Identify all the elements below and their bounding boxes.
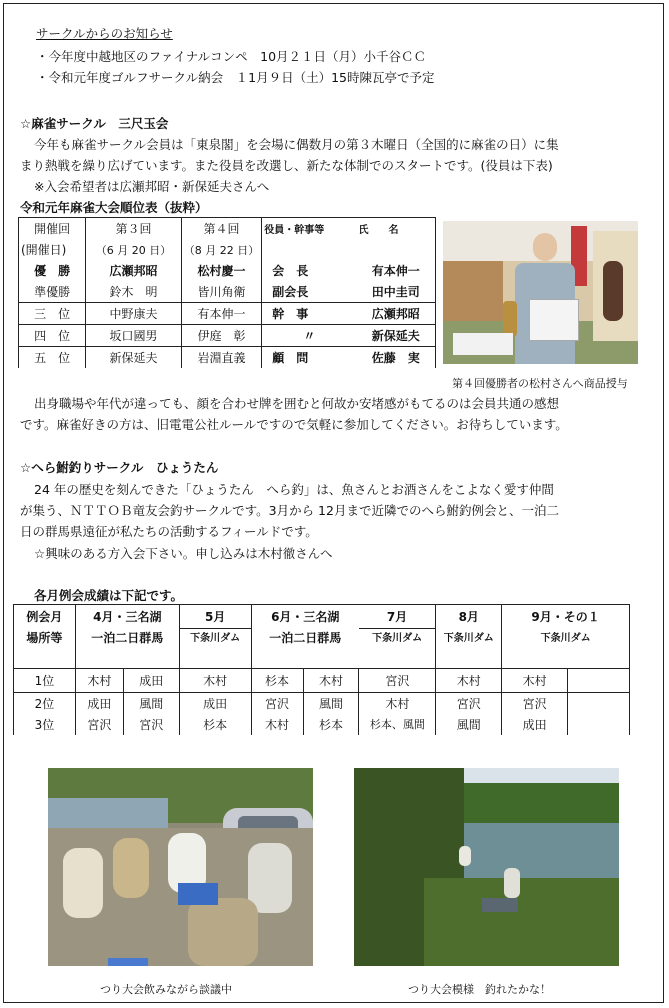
notice-item: ・今年度中越地区のファイナルコンペ 10月２１日（月）小千谷ＣＣ	[36, 49, 427, 64]
table-cell: 佐藤 実	[357, 347, 436, 369]
table-cell: 岩淵直義	[181, 347, 262, 369]
table-row	[14, 693, 630, 714]
table-cell: 幹 事	[262, 303, 357, 325]
table-cell: 伊庭 彰	[181, 325, 262, 347]
table-cell: 氏 名	[357, 218, 436, 240]
table-cell: 一泊二日群馬	[251, 629, 359, 669]
mahjong-ranking-table	[18, 217, 436, 368]
table-cell: 6月・三名湖	[251, 605, 359, 629]
table-cell: 四 位	[19, 325, 86, 347]
fishing-body: ☆興味のある方入会下さい。申し込みは木村徹さんへ	[34, 546, 333, 561]
table-cell: 第３回	[86, 218, 181, 240]
table-cell: 杉本、風間	[359, 714, 436, 735]
table-cell: 副会長	[262, 281, 357, 303]
table-cell: 中野康夫	[86, 303, 181, 325]
table-cell: 木村	[303, 669, 359, 693]
table-cell: 松村慶一	[181, 260, 262, 281]
table-cell: 3位	[14, 714, 76, 735]
table-row	[19, 347, 436, 369]
table-cell: 宮沢	[436, 693, 502, 714]
table-cell: 宮沢	[502, 693, 568, 714]
table-cell: 下条川ダム	[436, 629, 502, 669]
table-cell: 下条川ダム	[502, 629, 630, 669]
fishing-heading: ☆へら鮒釣りサークル ひょうたん	[20, 460, 219, 475]
award-photo	[443, 221, 638, 364]
table-cell: 7月	[359, 605, 436, 629]
table-cell: 三 位	[19, 303, 86, 325]
table-cell: 成田	[179, 693, 251, 714]
table-cell: 杉本	[251, 669, 303, 693]
table-cell: 〃	[262, 325, 357, 347]
mahjong-body: 今年も麻雀サークル会員は「東泉閣」を会場に偶数月の第３木曜日（全国的に麻雀の日）に集	[34, 137, 559, 152]
mahjong-body: ※入会希望者は広瀬邦昭・新保延夫さんへ	[34, 179, 270, 194]
table-cell: 2位	[14, 693, 76, 714]
table-cell: 鈴木 明	[86, 281, 181, 303]
table-cell: 9月・その１	[502, 605, 630, 629]
table-row	[14, 669, 630, 693]
mahjong-closing: 出身職場や年代が違っても、顔を合わせ牌を囲むと何故か安堵感がもてるのは会員共通の感想	[34, 396, 560, 411]
table-cell: (開催日)	[19, 239, 86, 260]
table-cell: 宮沢	[359, 669, 436, 693]
mahjong-heading: ☆麻雀サークル 三尺玉会	[20, 116, 169, 131]
fishing-body: 24 年の歴史を刻んできた「ひょうたん へら釣」は、魚さんとお酒さんをこよなく愛す仲間	[34, 482, 554, 497]
table-cell: 新保延夫	[357, 325, 436, 347]
table-cell: 広瀬邦昭	[357, 303, 436, 325]
mahjong-body: まり熱戦を繰り広げています。また役員を改選し、新たな体制でのスタートです。(役員は下表)	[20, 158, 553, 173]
table-cell: 有本伸一	[181, 303, 262, 325]
table-cell: 杉本	[303, 714, 359, 735]
table-cell: 木村	[179, 669, 251, 693]
table-cell: 成田	[502, 714, 568, 735]
fishing-table-title: 各月例会成績は下記です。	[34, 588, 184, 603]
table-cell: 風間	[436, 714, 502, 735]
table-cell: 田中圭司	[357, 281, 436, 303]
table-cell: 広瀬邦昭	[86, 260, 181, 281]
table-cell: 第４回	[181, 218, 262, 240]
table-row	[19, 325, 436, 347]
mahjong-closing: です。麻雀好きの方は、旧電電公社ルールですので気軽に参加してください。お待ちしています。	[20, 417, 568, 432]
table-cell: （8 月 22 日）	[181, 239, 262, 260]
table-cell: 開催回	[19, 218, 86, 240]
table-cell: 場所等	[14, 629, 76, 669]
table-cell: 木村	[75, 669, 123, 693]
fishing-body: が集う、ＮＴＴＯＢ竜友会釣サークルです。3月から 12月まで近隣でのへら鮒釣例会と、一泊二	[20, 503, 559, 518]
table-cell: 顧 問	[262, 347, 357, 369]
table-cell: 木村	[251, 714, 303, 735]
table-cell: 成田	[123, 669, 179, 693]
table-cell: 風間	[123, 693, 179, 714]
table-cell: 5月	[179, 605, 251, 629]
lake-photo-caption: つり大会模様 釣れたかな！	[408, 983, 551, 996]
table-cell: 五 位	[19, 347, 86, 369]
table-cell: 4月・三名湖	[75, 605, 179, 629]
table-cell: 優 勝	[19, 260, 86, 281]
table-cell: 皆川角衛	[181, 281, 262, 303]
table-cell: （6 月 20 日）	[86, 239, 181, 260]
table-cell: 宮沢	[75, 714, 123, 735]
table-cell: 風間	[303, 693, 359, 714]
table-cell: 1位	[14, 669, 76, 693]
notice-item: ・令和元年度ゴルフサークル納会 １1月９日（土）15時陳瓦亭で予定	[36, 70, 435, 85]
table-row	[19, 303, 436, 325]
table-cell: 宮沢	[251, 693, 303, 714]
table-cell: 坂口國男	[86, 325, 181, 347]
table-row	[14, 629, 630, 669]
table-cell: 有本伸一	[357, 260, 436, 281]
table-cell: 成田	[75, 693, 123, 714]
table-cell: 役員・幹事等	[262, 218, 357, 240]
table-cell: 会 長	[262, 260, 357, 281]
table-cell: 準優勝	[19, 281, 86, 303]
table-row	[19, 239, 436, 260]
table-cell: 木村	[436, 669, 502, 693]
table-cell: 一泊二日群馬	[75, 629, 179, 669]
picnic-photo-caption: つり大会飲みながら談議中	[100, 983, 232, 996]
table-cell: 下条川ダム	[359, 629, 436, 669]
table-row	[19, 218, 436, 240]
table-row	[19, 260, 436, 281]
table-row	[19, 281, 436, 303]
table-cell: 木村	[502, 669, 568, 693]
notice-title: サークルからのお知らせ	[36, 26, 173, 41]
award-photo-caption: 第４回優勝者の松村さんへ商品授与	[452, 377, 628, 390]
table-cell: 杉本	[179, 714, 251, 735]
table-row	[14, 605, 630, 629]
table-cell: 8月	[436, 605, 502, 629]
picnic-photo	[48, 768, 313, 966]
table-row	[14, 714, 630, 735]
table-cell: 宮沢	[123, 714, 179, 735]
table-cell: 木村	[359, 693, 436, 714]
fishing-results-table	[13, 604, 630, 735]
mahjong-table-title: 令和元年麻雀大会順位表（抜粋）	[20, 200, 208, 215]
table-cell: 下条川ダム	[179, 629, 251, 669]
table-cell: 例会月	[14, 605, 76, 629]
table-cell: 新保延夫	[86, 347, 181, 369]
fishing-body: 日の群馬県遠征が私たちの活動するフィールドです。	[20, 524, 318, 539]
lake-photo	[354, 768, 619, 966]
